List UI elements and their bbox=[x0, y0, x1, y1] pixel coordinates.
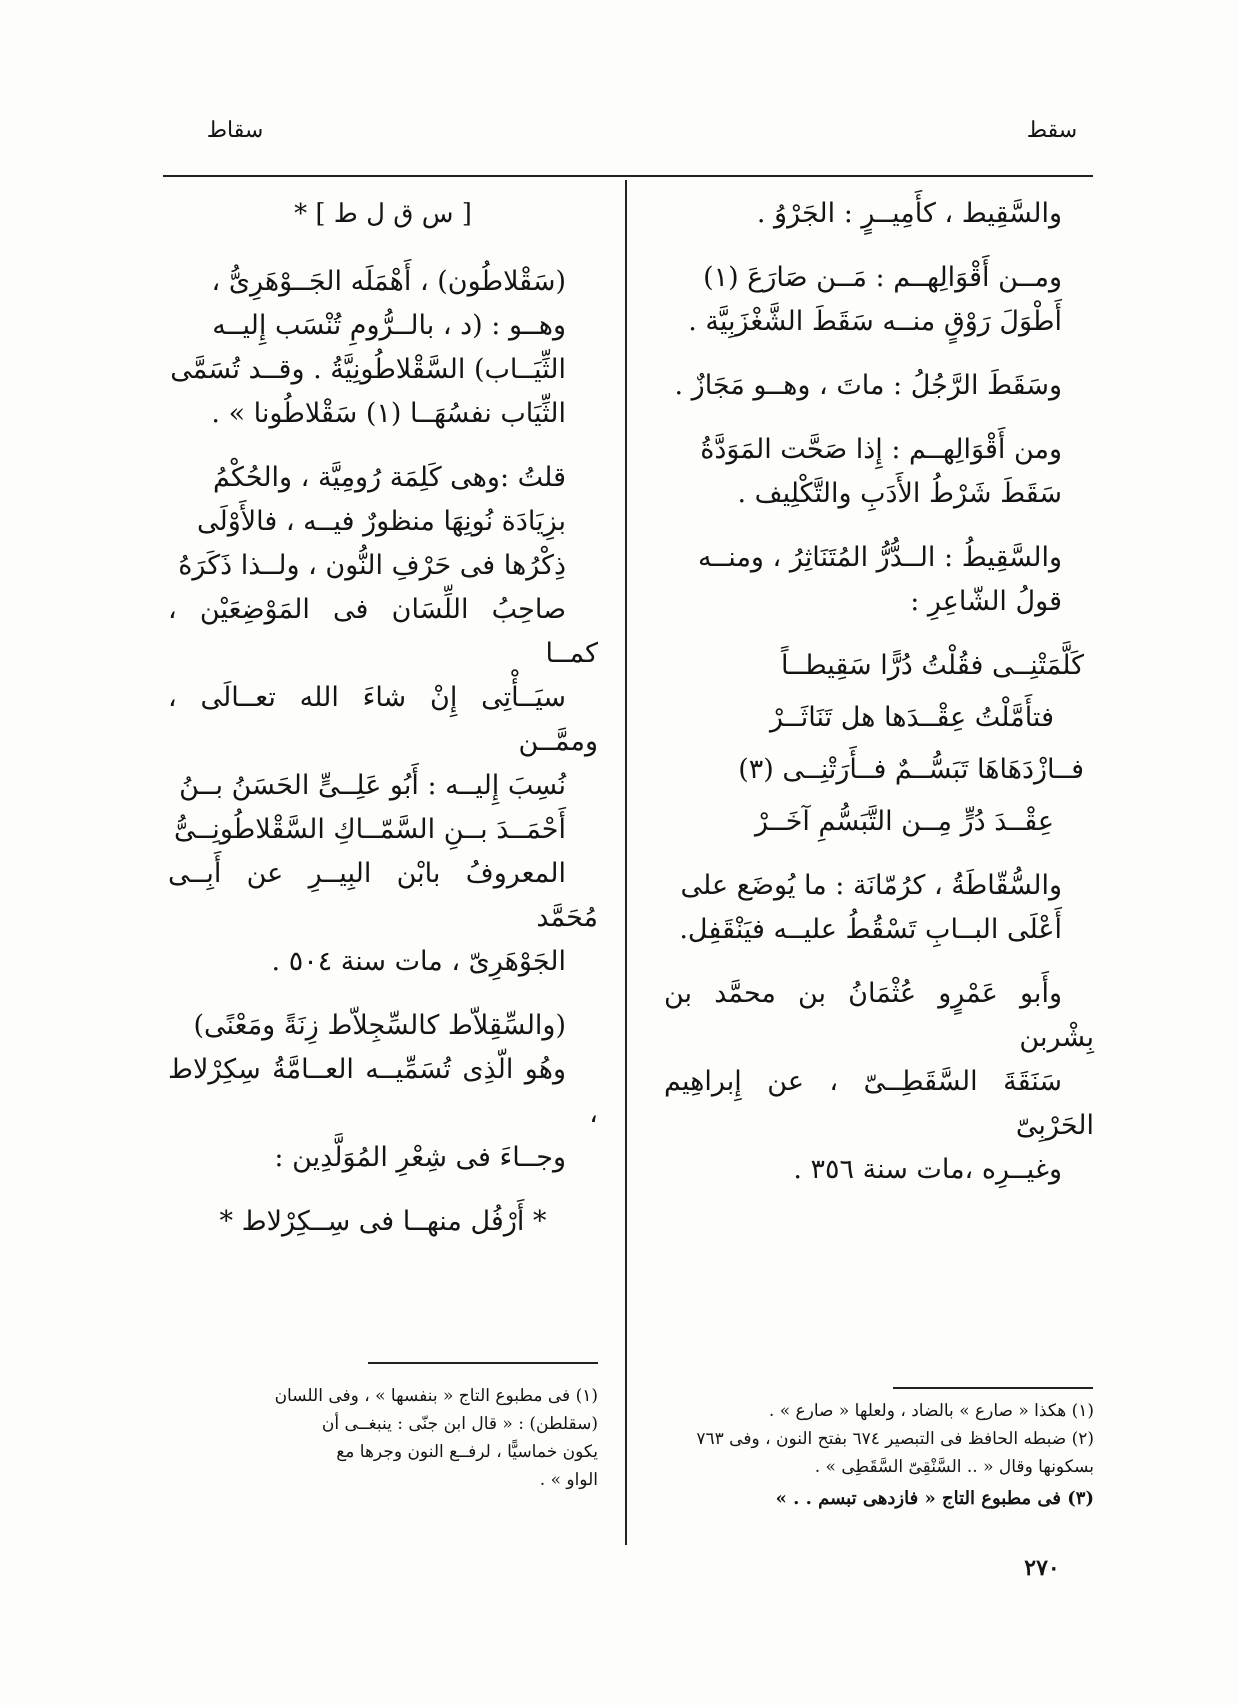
text-line: الثِّيَاب نفسُهَــا (١) سَقْلاطُونا » . bbox=[211, 398, 566, 429]
text-line: (سَقْلاطُون) ، أَهْمَلَه الجَــوْهَرِىُّ ، bbox=[211, 266, 566, 297]
text-line: ذِكْرُها فى حَرْفِ النُّون ، ولــذا ذَكَرَهُ bbox=[178, 550, 566, 581]
text-line: وجــاءَ فى شِعْرِ المُوَلَّدِين : bbox=[274, 1142, 566, 1173]
footnote-rule-left bbox=[368, 1362, 598, 1364]
text-line: سَقَطَ شَرْطُ الأَدَبِ والتَّكْلِيف . bbox=[737, 478, 1062, 509]
entry-saqata-died bbox=[664, 364, 1094, 408]
root-heading: [ س ق ل ط ] * bbox=[294, 199, 472, 229]
text-line: ومــن أَقْوَالِهــم : مَــن صَارَعَ (١) bbox=[703, 262, 1062, 293]
text-line: أَحْمَــدَ بــنِ السَّمّــاكِ السَّقْلاطُونِــىُّ bbox=[173, 814, 566, 845]
footnote: (٣) فى مطبوع التاج « فازدهى تبسم . . » bbox=[775, 1488, 1094, 1509]
text-line: أَطْوَلَ رَوْقٍ منــه سَقَطَ الشَّغْزَبِيَّة . bbox=[688, 306, 1062, 337]
text-line: والسَّقِيطُ : الــدُّرُّ المُتَنَاثِرُ ، ومنــه bbox=[698, 542, 1062, 573]
poem bbox=[664, 644, 1094, 844]
footnotes-right bbox=[664, 1397, 1094, 1513]
text-line: بزِيَادَة نُونِهَا منظورٌ فيــه ، فالأَوْلَى bbox=[197, 506, 566, 537]
column-divider bbox=[625, 180, 627, 1545]
entry-saying-wrestling bbox=[664, 256, 1094, 344]
text-line: قولُ الشّاعِرِ : bbox=[910, 586, 1062, 617]
footnote-rule-right bbox=[893, 1387, 1093, 1389]
text-line: وسَقَطَ الرَّجُلُ : ماتَ ، وهــو مَجَازٌ . bbox=[674, 370, 1062, 401]
text-line: وهــو : (د ، بالــرُّومِ تُنْسَب إِليــه bbox=[212, 310, 566, 341]
entry-suqqata bbox=[664, 864, 1094, 952]
header-rule bbox=[163, 175, 1093, 177]
entry-saqlatun bbox=[168, 260, 598, 436]
text-line: (والسِّقِلاّط كالسِّجِلاّط زِنَةً ومَعْنًى) bbox=[193, 1010, 566, 1041]
footnote: بسكونها وقال « .. السَّنْقِىّ السَّقَطِى » . bbox=[814, 1457, 1094, 1477]
entry-commentary bbox=[168, 456, 598, 984]
text-line: قلتُ :وهى كَلِمَة رُومِيَّة ، والحُكْمُ bbox=[213, 462, 566, 493]
running-header-right: سقط bbox=[1026, 118, 1078, 143]
text-line: أَعْلَى البــابِ تَسْقُطُ عليــه فيَنْقَفِل. bbox=[679, 914, 1062, 945]
footnote: (١) فى مطبوع التاج « بنفسها » ، وفى اللسان bbox=[274, 1386, 598, 1406]
entry-saying-friendship bbox=[664, 428, 1094, 516]
text-line: وغيــرِه ،مات سنة ٣٥٦ . bbox=[793, 1154, 1062, 1185]
text-line: سيَــأْتِى إِنْ شاءَ الله تعــالَى ، وممَّــن bbox=[168, 682, 598, 757]
left-column bbox=[168, 192, 598, 1244]
text-line: صاحِبُ اللِّسَان فى المَوْضِعَيْن ، كمــا bbox=[168, 594, 598, 669]
closing-verse: * أَرْفُل منهــا فى سِــكِرْلاط * bbox=[219, 1206, 547, 1237]
right-column bbox=[664, 192, 1094, 1212]
verse-line: كَلَّمَتْنِــى فقُلْتُ دُرًّا سَقِيطــاً bbox=[781, 650, 1084, 681]
text-line: وأَبو عَمْرٍو عُثْمَانُ بن محمَّد بن بِشْربن bbox=[664, 978, 1094, 1053]
page-number: ٢٧٠ bbox=[1024, 1555, 1060, 1581]
text-line: المعروفُ بابْن البِيــرِ عن أَبِــى مُحَمَّد bbox=[168, 858, 598, 933]
verse-line: فتأَمَّلْتُ عِقْــدَها هل تَنَاثَــرْ bbox=[770, 702, 1054, 733]
entry-abu-amr bbox=[664, 972, 1094, 1192]
text-line: الثِّيَــاب) السَّقْلاطُونِيَّةُ . وقــد تُسَمَّى bbox=[170, 354, 566, 385]
verse-line: فــازْدَهَاهَا تَبَسُّــمٌ فــأَرَتْنِــى (٣) bbox=[738, 754, 1084, 785]
running-header-left: سقاط bbox=[206, 118, 264, 143]
text-line: الجَوْهَرِىّ ، مات سنة ٥٠٤ . bbox=[271, 946, 566, 977]
text-line: وهُو الّذِى تُسَمِّيــه العــامَّةُ سِكِرْلاط ، bbox=[168, 1054, 598, 1129]
text-line: نُسِبَ إِليــه : أَبُو عَلِــىٍّ الحَسَنُ بــنُ bbox=[179, 770, 566, 801]
text-line: سَنَقَةَ السَّقَطِــىّ ، عن إِبراهِيم الحَرْبِىّ bbox=[664, 1066, 1094, 1141]
verse-line: عِقْــدَ دُرٍّ مِــن التَّبَسُّمِ آخَــرْ bbox=[755, 806, 1054, 837]
footnote: (٢) ضبطه الحافظ فى التبصير ٦٧٤ بفتح النون ، وفى ٧٦٣ bbox=[696, 1429, 1094, 1449]
footnote: الواو » . bbox=[539, 1470, 598, 1490]
text-line: والسَّقِيط ، كأَمِيــرٍ : الجَرْوُ . bbox=[756, 198, 1062, 229]
entry-siqillat bbox=[168, 1004, 598, 1180]
footnote: (سقلطن) : « قال ابن جنّى : ينبغــى أن bbox=[321, 1414, 598, 1434]
text-line: ومن أَقْوَالِهــم : إِذا صَحَّت المَوَدَّةُ bbox=[700, 434, 1062, 465]
text-line: والسُّقّاطَةُ ، كرُمّانَة : ما يُوضَع على bbox=[680, 870, 1062, 901]
footnote: يكون خماسيًّا ، لرفــع النون وجرها مع bbox=[336, 1442, 598, 1462]
footnotes-left bbox=[168, 1382, 598, 1494]
footnote: (١) هكذا « صارع » بالضاد ، ولعلها « صارع » . bbox=[768, 1401, 1094, 1421]
entry-saqit-puppy bbox=[664, 192, 1094, 236]
entry-saqit-pearls bbox=[664, 536, 1094, 624]
